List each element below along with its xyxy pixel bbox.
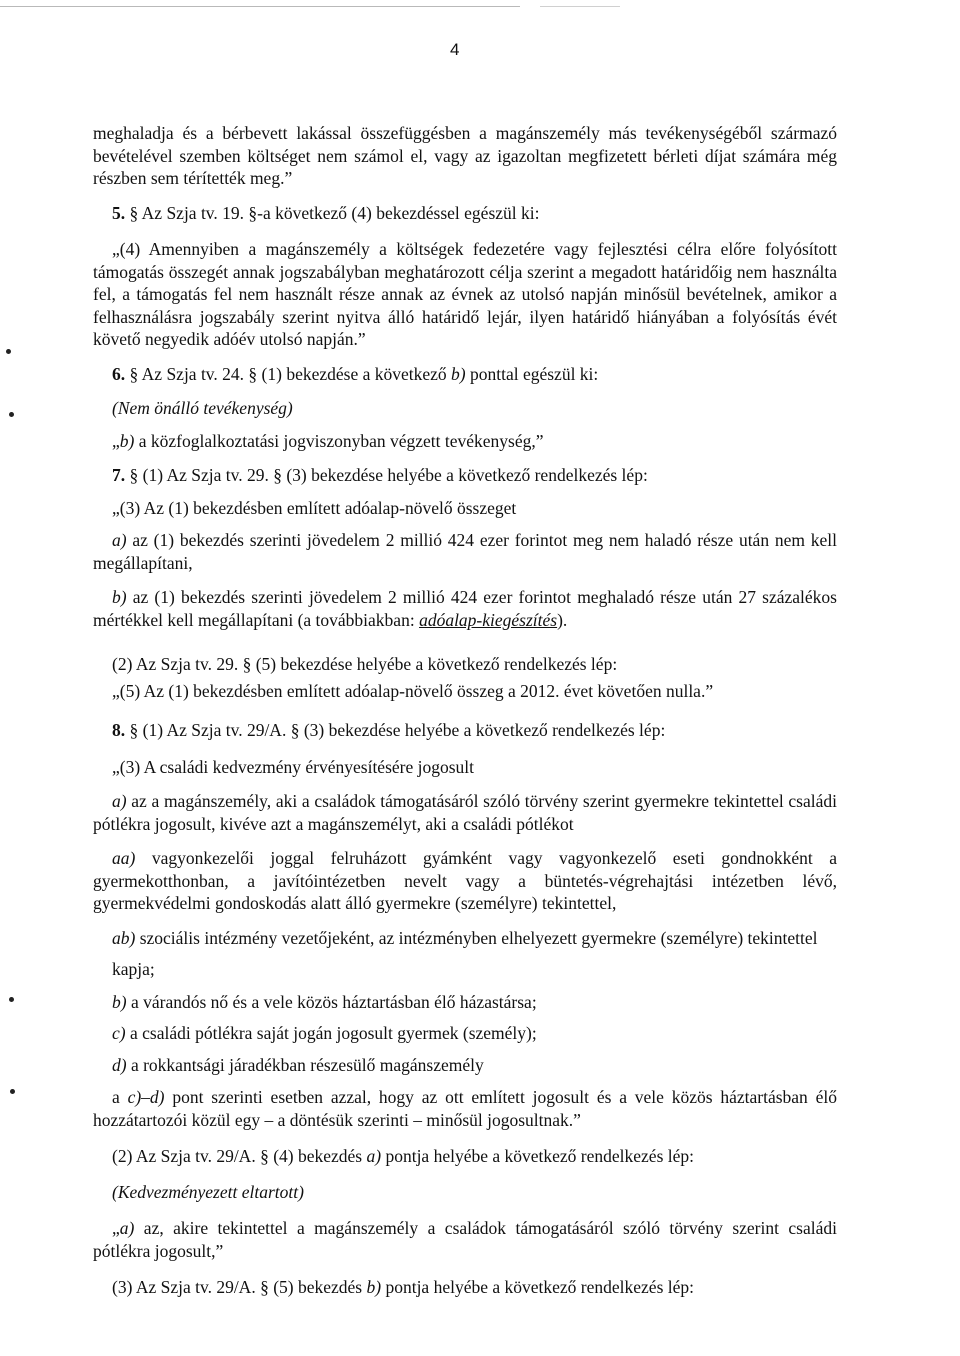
- section-7-2-quote: „(5) Az (1) bekezdésben említett adóalap-növelő összeg a 2012. évet követően nulla.”: [112, 680, 714, 701]
- section-8-tail: a c)–d) pont szerinti esetben azzal, hogy az ott említett jogosult és a vele közös háztartásban élő hozzátartozói közül egy – a döntésük szerinti – minősül jogosultnak.”: [93, 1087, 837, 1130]
- section-8-2-quote: „a) az, akire tekintettel a magánszemély a családok támogatásáról szóló törvény szerint családi pótlékra jogosult,”: [93, 1218, 837, 1261]
- paragraph-continuation: meghaladja és a bérbevett lakással összefüggésben a magánszemély más tevékenységéből származó bevételével szemben költséget nem számol el, vagy az igazoltan megfizetett bérleti díjat számára még részben sem térítették meg.”: [93, 123, 837, 188]
- section-6-heading: 6. § Az Szja tv. 24. § (1) bekezdése a következő b) ponttal egészül ki:: [112, 363, 599, 384]
- scan-dot: [6, 349, 11, 354]
- section-7-heading: 7. § (1) Az Szja tv. 29. § (3) bekezdése helyébe a következő rendelkezés lép:: [112, 465, 648, 485]
- defined-term: adóalap-kiegészítés: [419, 609, 558, 630]
- section-6-quote: „b) a közfoglalkoztatási jogviszonyban végzett tevékenység,”: [112, 430, 544, 451]
- section-8-point-c: c) a családi pótlékra saját jogán jogosult gyermek (személy);: [112, 1023, 537, 1043]
- scan-dot: [10, 1089, 15, 1094]
- section-8-kapja: kapja;: [112, 959, 155, 979]
- section-5-quote: „(4) Amennyiben a magánszemély a költségek fedezetére vagy fejlesztési célra előre folyósított támogatás összegét annak jogszabályban meghatározott célja szerint a megadott határidőig nem használta fel, a támogatás fel nem használt része annak az évnek az utolsó napján minősül bevételnek, amikor a felhasználásra jogszabály szerint nyitva álló határidő lejár, ilyen határidő hiányában a folyósítás évét követő negyedik adóév utolsó napján.”: [93, 239, 837, 349]
- section-8-point-ab: ab) szociális intézmény vezetőjeként, az intézményben elhelyezett gyermekre (személyre) tekintettel: [112, 927, 818, 948]
- section-8-2-title: (Kedvezményezett eltartott): [112, 1181, 304, 1202]
- document-body: [93, 122, 837, 1299]
- scan-edge-line: [540, 6, 620, 7]
- section-5-heading: 5. § Az Szja tv. 19. §-a következő (4) bekezdéssel egészül ki:: [112, 202, 540, 223]
- page-number: 4: [450, 40, 460, 59]
- scan-dot: [9, 412, 14, 417]
- section-7-point-b: b) az (1) bekezdés szerinti jövedelem 2 millió 424 ezer forintot meghaladó része után 27 százalékos mértékkel kell megállapítani (a továbbiakban: adóalap-kiegészítés).: [93, 587, 837, 630]
- section-number: 5.: [112, 202, 126, 223]
- section-8-3-heading: (3) Az Szja tv. 29/A. § (5) bekezdés b) pontja helyébe a következő rendelkezés lép:: [112, 1277, 694, 1297]
- scan-edge-line: [0, 6, 520, 7]
- section-8-point-aa: aa) vagyonkezelői joggal felruházott gyámként vagy vagyonkezelő eseti gondnokként a gyermekotthonban, a javítóintézetben nevelt vagy a büntetés-végrehajtási intézetben lévő, gyermekvédelmi gondoskodás alatt álló gyermekre (személyre) tekintettel,: [93, 848, 837, 913]
- section-7-quote: „(3) Az (1) bekezdésben említett adóalap-növelő összeget: [112, 497, 517, 518]
- section-7-point-a: a) az (1) bekezdés szerinti jövedelem 2 millió 424 ezer forintot meg nem haladó része után nem kell megállapítani,: [93, 530, 837, 573]
- section-8-heading: 8. § (1) Az Szja tv. 29/A. § (3) bekezdése helyébe a következő rendelkezés lép:: [112, 720, 666, 740]
- section-6-title: (Nem önálló tevékenység): [112, 398, 293, 418]
- section-8-quote: „(3) A családi kedvezmény érvényesítésére jogosult: [112, 756, 475, 777]
- section-number: 6.: [112, 363, 126, 384]
- section-number: 8.: [112, 720, 126, 740]
- section-8-2-heading: (2) Az Szja tv. 29/A. § (4) bekezdés a) pontja helyébe a következő rendelkezés lép:: [112, 1146, 694, 1166]
- scan-dot: [9, 997, 14, 1002]
- section-8-point-a: a) az a magánszemély, aki a családok támogatásáról szóló törvény szerint gyermekre tekintettel családi pótlékra jogosult, kivéve azt a magánszemélyt, aki a családi pótlékot: [93, 791, 837, 834]
- section-8-point-b: b) a várandós nő és a vele közös háztartásban élő házastársa;: [112, 991, 537, 1012]
- section-7-2-heading: (2) Az Szja tv. 29. § (5) bekezdése helyébe a következő rendelkezés lép:: [112, 654, 618, 674]
- section-8-point-d: d) a rokkantsági járadékban részesülő magánszemély: [112, 1054, 484, 1075]
- section-number: 7.: [112, 465, 126, 485]
